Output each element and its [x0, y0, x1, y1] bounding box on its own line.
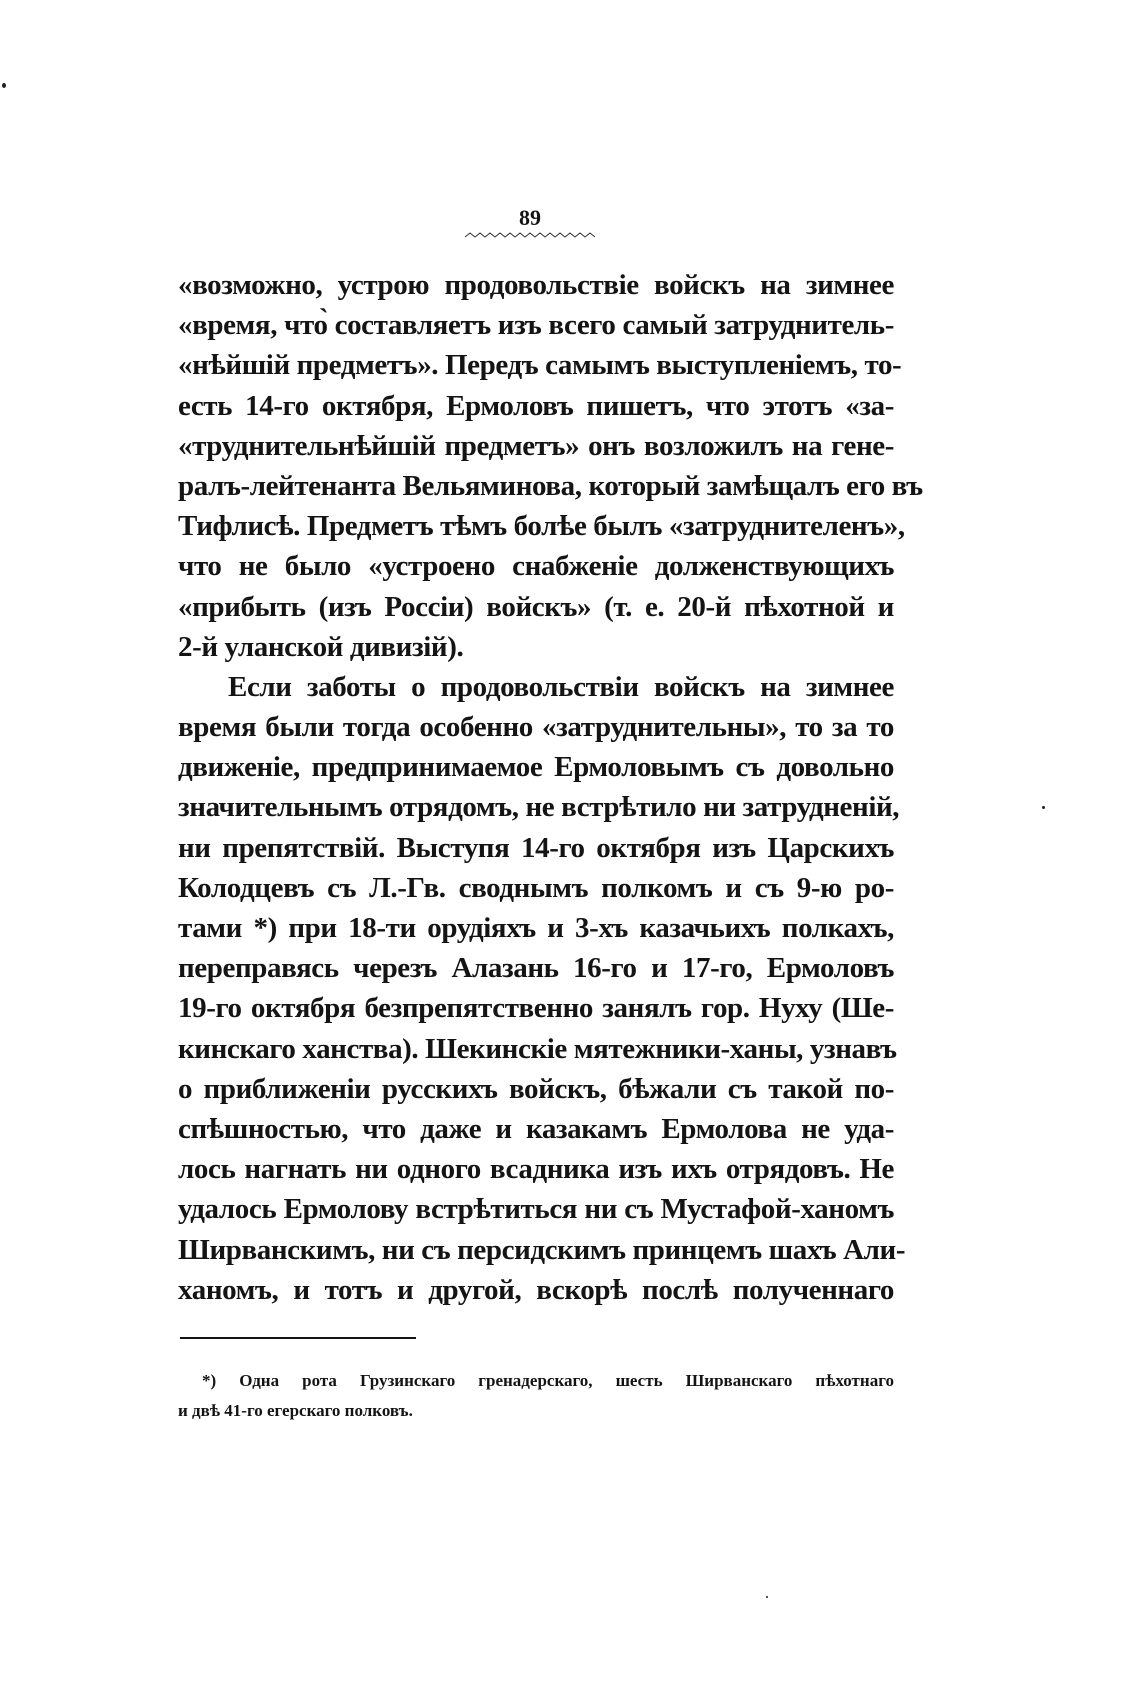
text-line: «нѣйшій предметъ». Передъ самымъ выступленіемъ, то-	[178, 349, 902, 382]
text-line: переправясь черезъ Алазань 16-го и 17-го, Ермоловъ	[178, 952, 894, 985]
body-text	[178, 265, 923, 1310]
text-line: 2-й уланской дивизій).	[178, 630, 464, 663]
scan-speck	[2, 83, 6, 88]
scan-speck	[766, 1596, 768, 1598]
text-line: удалось Ермолову встрѣтиться ни съ Мустафой-ханомъ	[178, 1193, 894, 1226]
text-line: ханомъ, и тотъ и другой, вскорѣ послѣ полученнаго	[178, 1273, 894, 1306]
footnote-divider	[180, 1337, 416, 1339]
wavy-ornament	[465, 232, 595, 242]
text-line: кинскаго ханства). Шекинскіе мятежники-ханы, узнавъ	[178, 1032, 897, 1065]
text-line: тами *) при 18-ти орудіяхъ и 3-хъ казачьихъ полкахъ,	[178, 912, 894, 944]
text-line: 19-го октября безпрепятственно занялъ гор. Нуху (Ше-	[178, 992, 894, 1025]
text-line: «возможно, устрою продовольствіе войскъ на зимнее	[178, 269, 894, 301]
footnote-line: и двѣ 41-го егерскаго полковъ.	[178, 1401, 413, 1420]
text-line: спѣшностью, что даже и казакамъ Ермолова не уда-	[178, 1112, 894, 1145]
text-line: «прибыть (изъ Россіи) войскъ» (т. е. 20-й пѣхотной и	[178, 590, 894, 623]
text-line: «труднительнѣйшій предметъ» онъ возложилъ на гене-	[178, 429, 894, 462]
text-line: Колодцевъ съ Л.-Гв. своднымъ полкомъ и съ 9-ю ро-	[178, 871, 894, 904]
text-line: время были тогда особенно «затруднительны», то за то	[178, 711, 894, 744]
text-line: есть 14-го октября, Ермоловъ пишетъ, что этотъ «за-	[178, 389, 894, 422]
scan-speck	[1042, 806, 1045, 809]
footnote-line: *) Одна рота Грузинскаго гренадерскаго, шесть Ширванскаго пѣхотнаго	[202, 1371, 894, 1390]
text-line: значительнымъ отрядомъ, не встрѣтило ни затрудненій,	[178, 791, 900, 824]
text-line: ралъ-лейтенанта Вельяминова, который замѣщалъ его въ	[178, 469, 923, 502]
text-line: движеніе, предпринимаемое Ермоловымъ съ довольно	[178, 751, 894, 784]
page-number: 89	[519, 205, 541, 230]
paragraph-start-line: Если заботы о продовольствіи войскъ на зимнее	[228, 670, 894, 703]
text-line: «время, что̀ составляетъ изъ всего самый затруднитель-	[178, 309, 894, 342]
text-line: лось нагнать ни одного всадника изъ ихъ отрядовъ. Не	[178, 1153, 894, 1186]
text-line: Тифлисѣ. Предметъ тѣмъ болѣе былъ «затруднителенъ»,	[178, 510, 905, 543]
text-line: ни препятствій. Выступя 14-го октября изъ Царскихъ	[178, 831, 894, 864]
text-line: что не было «устроено снабженіе долженствующихъ	[178, 550, 894, 583]
text-line: Ширванскимъ, ни съ персидскимъ принцемъ шахъ Али-	[178, 1233, 906, 1266]
footnote	[178, 1366, 894, 1426]
text-line: о приближеніи русскихъ войскъ, бѣжали съ такой по-	[178, 1072, 894, 1105]
